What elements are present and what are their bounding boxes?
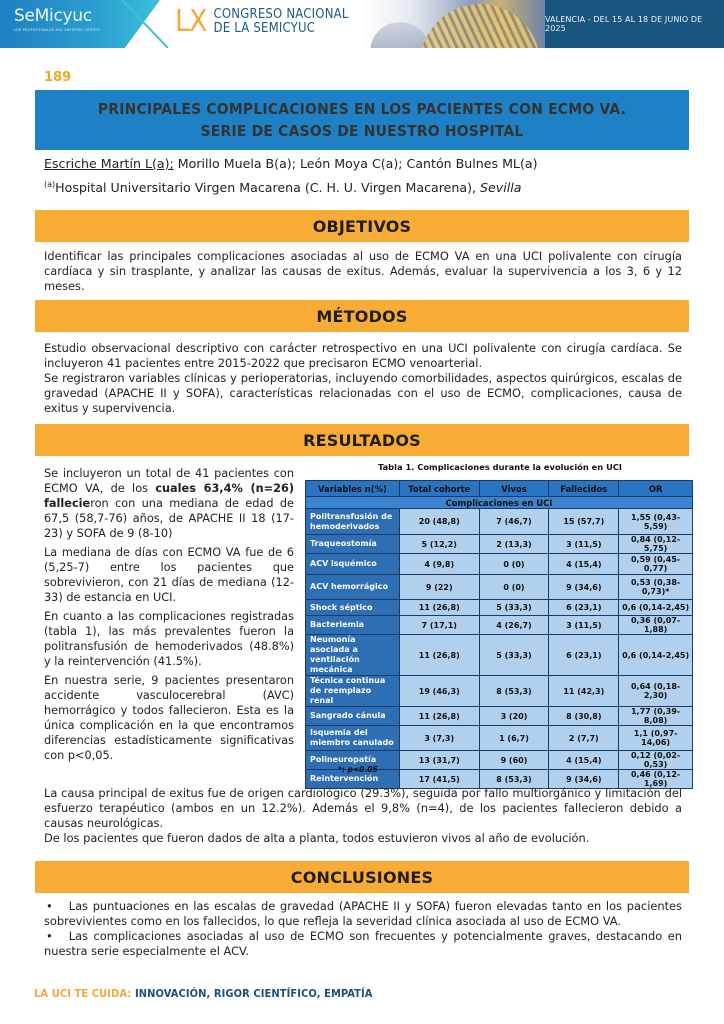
semicyuc-logo <box>14 6 100 32</box>
table-variable-cell: Politransfusión de hemoderivados <box>306 509 400 535</box>
table-row <box>306 726 693 751</box>
table-variable-cell: ACV isquémico <box>306 554 400 575</box>
table-variable-cell: Neumonía asociada a ventilación mecánica <box>306 635 400 676</box>
table-value-cell: 0,36 (0,07-1,88) <box>619 616 693 635</box>
congress-name-line1: CONGRESO NACIONAL <box>213 7 349 22</box>
footer-tagline <box>34 987 373 1000</box>
section-title-objetivos: OBJETIVOS <box>312 216 412 236</box>
table-value-cell: 8 (53,3) <box>479 770 549 789</box>
table-value-cell: 0,53 (0,38-0,73)* <box>619 575 693 600</box>
section-resultados <box>35 424 689 456</box>
table-value-cell: 3 (11,5) <box>549 616 619 635</box>
table-variable-cell: Isquemia del miembro canulado <box>306 726 400 751</box>
table-group-row <box>306 497 693 509</box>
congress-banner <box>0 0 724 48</box>
section-title-resultados: RESULTADOS <box>303 430 421 450</box>
table-value-cell: 20 (48,8) <box>399 509 479 535</box>
table-value-cell: 6 (23,1) <box>549 635 619 676</box>
table-row <box>306 707 693 726</box>
table-variable-cell: Traqueostomía <box>306 535 400 554</box>
table-value-cell: 11 (42,3) <box>549 676 619 707</box>
complications-table <box>305 480 693 789</box>
table-header-cell: OR <box>619 481 693 497</box>
table-row <box>306 509 693 535</box>
conclusion-text: Las puntuaciones en las escalas de gravedad (APACHE II y SOFA) fueron elevadas tanto en los pacientes sobrevivientes como en los fallecidos, lo que refleja la severidad clínica asociada al uso de ECMO VA. <box>44 899 682 928</box>
table-value-cell: 11 (26,8) <box>399 600 479 616</box>
metodos-text <box>44 341 682 416</box>
table-row <box>306 676 693 707</box>
congress-number: LX <box>175 4 207 39</box>
table-value-cell: 0 (0) <box>479 575 549 600</box>
table-value-cell: 3 (20) <box>479 707 549 726</box>
table-variable-cell: Reintervención <box>306 770 400 789</box>
table-value-cell: 0,46 (0,12-1,69) <box>619 770 693 789</box>
table-value-cell: 0,6 (0,14-2,45) <box>619 635 693 676</box>
table-value-cell: 3 (11,5) <box>549 535 619 554</box>
resultados-after-paragraph-2: De los pacientes que fueron dados de alta a planta, todos estuvieron vivos al año de evolución. <box>44 831 590 845</box>
table-row <box>306 635 693 676</box>
resultados-p1-a: Se incluyeron un total de 41 pacientes con ECMO VA, de los <box>44 467 294 495</box>
affiliation-marker: (a) <box>44 180 56 189</box>
table-variable-cell: Polineuropatía <box>306 751 400 770</box>
table-value-cell: 0,59 (0,45-0,77) <box>619 554 693 575</box>
table-value-cell: 13 (31,7) <box>399 751 479 770</box>
title-line-2: SERIE DE CASOS DE NUESTRO HOSPITAL <box>200 122 524 140</box>
metodos-paragraph-2: Se registraron variables clínicas y perioperatorias, incluyendo comorbilidades, aspectos quirúrgicos, escalas de gravedad (APACHE II y SOFA), características relacionadas con el uso de ECMO, complicaciones, causa de exitus y supervivencia. <box>44 371 682 415</box>
table-header-cell: Vivos <box>479 481 549 497</box>
table-value-cell: 1,77 (0,39-8,08) <box>619 707 693 726</box>
table-variable-cell: Bacteriemia <box>306 616 400 635</box>
metodos-paragraph-1: Estudio observacional descriptivo con carácter retrospectivo en una UCI polivalente con cirugía cardíaca. Se incluyeron 41 pacientes entre 2015-2022 que precisaron ECMO venoarterial. <box>44 341 682 370</box>
title-banner <box>35 90 689 150</box>
table-value-cell: 1 (6,7) <box>479 726 549 751</box>
logo-text: SeMicyuc <box>14 6 92 26</box>
title-line-1: PRINCIPALES COMPLICACIONES EN LOS PACIENTES CON ECMO VA. <box>97 100 627 118</box>
objetivos-text <box>44 249 682 294</box>
resultados-paragraph-1 <box>44 466 294 541</box>
table-row <box>306 535 693 554</box>
table-value-cell: 7 (17,1) <box>399 616 479 635</box>
table-value-cell: 0,64 (0,18-2,30) <box>619 676 693 707</box>
table-value-cell: 0,6 (0,14-2,45) <box>619 600 693 616</box>
affiliation-city: Sevilla <box>480 180 522 195</box>
table-group-label: Complicaciones en UCI <box>306 497 693 509</box>
resultados-p1-highlight: cuales 63,4% (n=26) fallecie <box>44 482 294 510</box>
table-value-cell: 11 (26,8) <box>399 707 479 726</box>
table-value-cell: 1,55 (0,43-5,59) <box>619 509 693 535</box>
table-value-cell: 5 (12,2) <box>399 535 479 554</box>
table-value-cell: 9 (60) <box>479 751 549 770</box>
banner-divider <box>122 0 168 48</box>
resultados-p1-c: ron con una mediana de edad de 67,5 (58,7-76) años, de APACHE II 18 (17-23) y SOFA de 9 (8-10) <box>44 497 294 540</box>
table-value-cell: 6 (23,1) <box>549 600 619 616</box>
table-value-cell: 17 (41,5) <box>399 770 479 789</box>
section-title-metodos: MÉTODOS <box>316 306 408 326</box>
location-dates: VALENCIA - DEL 15 AL 18 DE JUNIO DE 2025 <box>545 15 703 33</box>
footer-tag-orange: LA UCI TE CUIDA: <box>34 987 132 1000</box>
table-row <box>306 616 693 635</box>
table-row <box>306 575 693 600</box>
table-caption: Tabla 1. Complicaciones durante la evolución en UCI <box>377 462 622 472</box>
table-value-cell: 15 (57,7) <box>549 509 619 535</box>
table-header-cell: Variables n(%) <box>306 481 400 497</box>
table-value-cell: 11 (26,8) <box>399 635 479 676</box>
table-value-cell: 19 (46,3) <box>399 676 479 707</box>
table-footnote: *: p<0.05 <box>338 765 378 774</box>
table-value-cell: 4 (9,8) <box>399 554 479 575</box>
co-authors: Morillo Muela B(a); León Moya C(a); Cantón Bulnes ML(a) <box>173 156 538 171</box>
table-variable-cell: Sangrado cánula <box>306 707 400 726</box>
table-value-cell: 9 (34,6) <box>549 770 619 789</box>
conclusion-bullet <box>44 929 682 959</box>
location-dates-box <box>545 0 724 48</box>
table-value-cell: 1,1 (0,97-14,06) <box>619 726 693 751</box>
section-objetivos <box>35 210 689 242</box>
table-value-cell: 2 (13,3) <box>479 535 549 554</box>
conclusiones-list <box>44 899 682 959</box>
resultados-paragraph-3: En cuanto a las complicaciones registradas (tabla 1), las más prevalentes fueron la politransfusión de hemoderivados (48.8%) y la reintervención (41.5%). <box>44 610 294 668</box>
affiliation <box>44 180 521 195</box>
section-metodos <box>35 300 689 332</box>
resultados-paragraph-2: La mediana de días con ECMO VA fue de 6 (5,25-7) entre los pacientes que sobrevivieron, con 21 días de mediana (12-33) de estancia en UCI. <box>44 546 294 604</box>
table-value-cell: 8 (30,8) <box>549 707 619 726</box>
congress-name <box>214 8 349 36</box>
logo-tagline: LOS PROFESIONALES DEL ENFERMO CRÍTICO <box>14 28 100 32</box>
table-value-cell: 4 (15,4) <box>549 554 619 575</box>
table-variable-cell: ACV hemorrágico <box>306 575 400 600</box>
table-value-cell: 7 (46,7) <box>479 509 549 535</box>
table-value-cell: 0,12 (0,02-0,53) <box>619 751 693 770</box>
table-value-cell: 9 (34,6) <box>549 575 619 600</box>
congress-name-line2: DE LA SEMICYUC <box>213 21 316 36</box>
table-value-cell: 5 (33,3) <box>479 600 549 616</box>
first-author: Escriche Martín L(a); <box>44 156 174 171</box>
table-header-cell: Fallecidos <box>549 481 619 497</box>
footer-tag-blue: INNOVACIÓN, RIGOR CIENTÍFICO, EMPATÍA <box>131 987 373 1000</box>
table-header-row <box>306 481 693 497</box>
table-variable-cell: Técnica continua de reemplazo renal <box>306 676 400 707</box>
table-value-cell: 8 (53,3) <box>479 676 549 707</box>
resultados-paragraph-4: En nuestra serie, 9 pacientes presentaron accidente vasculocerebral (AVC) hemorrágico y todos fallecieron. Esta es la única complicación en la que encontramos diferencias estadísticamente significativas con p<0,05. <box>44 674 294 762</box>
abstract-number: 189 <box>44 70 72 85</box>
table-value-cell: 0 (0) <box>479 554 549 575</box>
table-value-cell: 5 (33,3) <box>479 635 549 676</box>
resultados-after-text <box>44 786 682 846</box>
table-value-cell: 4 (15,4) <box>549 751 619 770</box>
resultados-left-column <box>44 466 294 767</box>
affiliation-name: Hospital Universitario Virgen Macarena (C. H. U. Virgen Macarena), <box>55 180 481 195</box>
section-title-conclusiones: CONCLUSIONES <box>290 867 434 887</box>
bullet-icon: • <box>46 929 53 943</box>
conclusion-bullet <box>44 899 682 929</box>
authors <box>44 156 538 171</box>
table-value-cell: 9 (22) <box>399 575 479 600</box>
table-value-cell: 0,84 (0,12-5,75) <box>619 535 693 554</box>
table-row <box>306 554 693 575</box>
congress-title <box>175 4 349 40</box>
table-value-cell: 4 (26,7) <box>479 616 549 635</box>
table-value-cell: 2 (7,7) <box>549 726 619 751</box>
objetivos-paragraph: Identificar las principales complicaciones asociadas al uso de ECMO VA en una UCI polivalente con cirugía cardíaca y sin trasplante, y analizar las causas de exitus. Además, evaluar la supervivencia a los 3, 6 y 12 meses. <box>44 249 682 293</box>
bullet-icon: • <box>46 899 53 913</box>
resultados-after-paragraph-1: La causa principal de exitus fue de origen cardiológico (29.3%), seguida por fallo multiorgánico y limitación del esfuerzo terapéutico (ambos en un 12.2%). Además el 9,8% (n=4), de los pacientes fallecieron debido a causas neurológicas. <box>44 786 682 830</box>
table-row <box>306 600 693 616</box>
table-header-cell: Total cohorte <box>399 481 479 497</box>
table-variable-cell: Shock séptico <box>306 600 400 616</box>
conclusion-text: Las complicaciones asociadas al uso de ECMO son frecuentes y potencialmente graves, destacando en nuestra serie especialmente el ACV. <box>44 929 682 958</box>
table-value-cell: 3 (7,3) <box>399 726 479 751</box>
section-conclusiones <box>35 861 689 893</box>
